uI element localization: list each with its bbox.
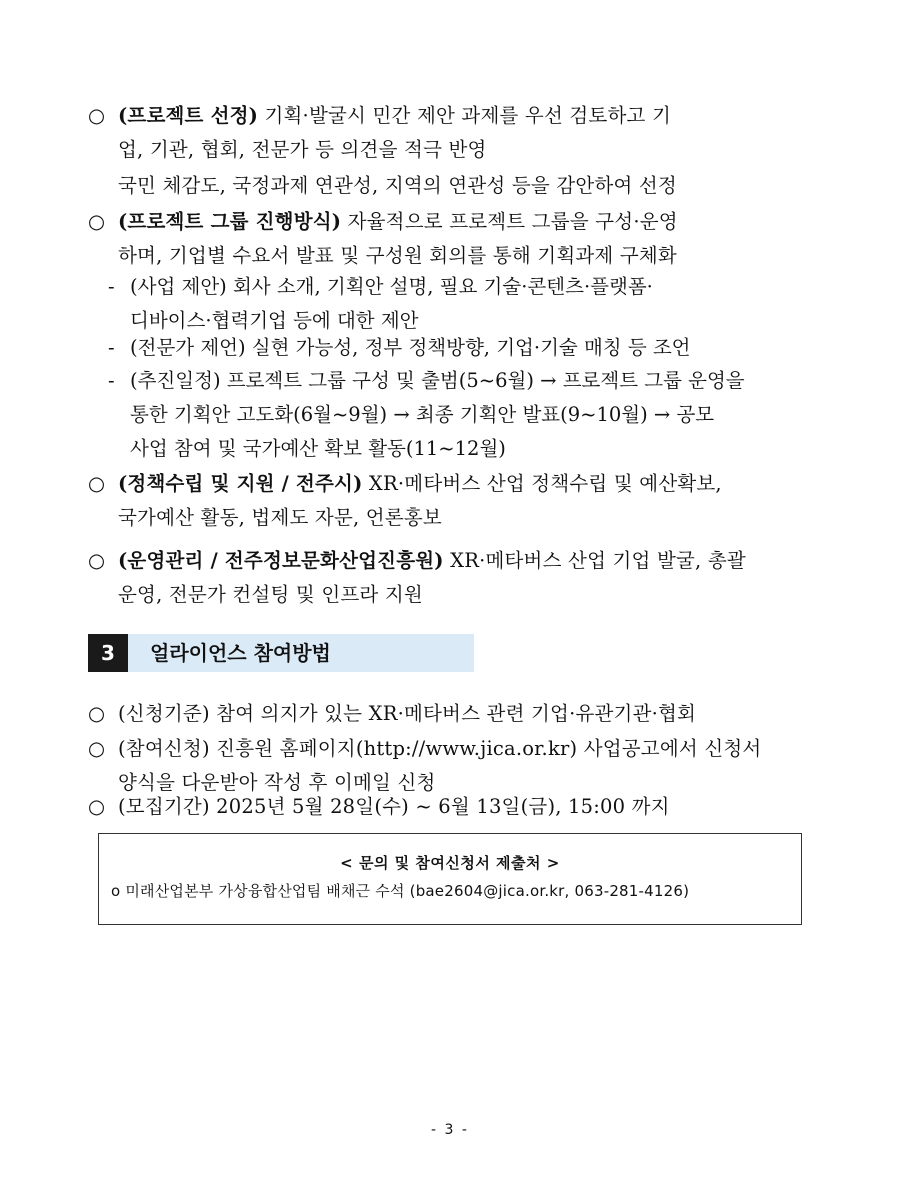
period-item — [88, 790, 818, 824]
project-group-line2: 하며, 기업별 수요서 발표 및 구성원 회의를 통해 기획과제 구체화 — [118, 244, 677, 267]
contact-box-title: < 문의 및 참여신청서 제출처 > — [340, 854, 560, 872]
bullet-marker: ○ — [88, 702, 106, 725]
sub-item-expert-advice — [108, 331, 820, 365]
project-group-item — [88, 205, 818, 273]
policy-support-lead: (정책수립 및 지원 / 전주시) — [118, 472, 363, 495]
sub-item-schedule — [108, 364, 820, 466]
project-selection-line1: 기획·발굴시 민간 제안 과제를 우선 검토하고 기 — [264, 104, 671, 127]
bullet-marker: ○ — [88, 549, 106, 572]
sub-item-line: 사업 참여 및 국가예산 확보 활동(11~12월) — [130, 437, 506, 460]
policy-support-item — [88, 467, 818, 535]
project-group-lead: (프로젝트 그룹 진행방식) — [118, 210, 342, 233]
dash-marker: - — [108, 369, 115, 392]
operation-lead: (운영관리 / 전주정보문화산업진흥원) — [118, 549, 444, 572]
bullet-marker: ○ — [88, 472, 106, 495]
sub-item-line: (사업 제안) 회사 소개, 기획안 설명, 필요 기술·콘텐츠·플랫폼· — [130, 275, 653, 298]
period-text: (모집기간) 2025년 5월 28일(수) ~ 6월 13일(금), 15:00 까지 — [118, 795, 670, 818]
bullet-marker: ○ — [88, 737, 106, 760]
dash-marker: - — [108, 275, 115, 298]
sub-item-line: 통한 기획안 고도화(6월~9월) → 최종 기획안 발표(9~10월) → 공모 — [130, 403, 715, 426]
bullet-marker: ○ — [88, 210, 106, 233]
operation-line1: XR·메타버스 산업 기업 발굴, 총괄 — [450, 549, 746, 572]
criteria-text: (신청기준) 참여 의지가 있는 XR·메타버스 관련 기업·유관기관·협회 — [118, 702, 697, 725]
operation-line2: 운영, 전문가 컨설팅 및 인프라 지원 — [118, 583, 423, 606]
project-selection-line3: 국민 체감도, 국정과제 연관성, 지역의 연관성 등을 감안하여 선정 — [118, 174, 677, 197]
page-number: - 3 - — [431, 1122, 469, 1138]
section-number: 3 — [88, 634, 128, 672]
policy-support-line2: 국가예산 활동, 법제도 자문, 언론홍보 — [118, 506, 442, 529]
project-selection-item — [88, 99, 818, 203]
bullet-marker: ○ — [88, 795, 106, 818]
application-line1: (참여신청) 진흥원 홈페이지(http://www.jica.or.kr) 사업공고에서 신청서 — [118, 737, 762, 760]
project-selection-lead: (프로젝트 선정) — [118, 104, 259, 127]
sub-item-line: (전문가 제언) 실현 가능성, 정부 정책방향, 기업·기술 매칭 등 조언 — [130, 336, 691, 359]
section-title: 얼라이언스 참여방법 — [150, 641, 331, 665]
sub-item-line: 디바이스·협력기업 등에 대한 제안 — [130, 309, 419, 332]
sub-item-line: (추진일정) 프로젝트 그룹 구성 및 출범(5~6월) → 프로젝트 그룹 운영을 — [130, 369, 745, 392]
section-header — [88, 634, 474, 672]
project-group-line1: 자율적으로 프로젝트 그룹을 구성·운영 — [347, 210, 678, 233]
sub-item-business-proposal — [108, 270, 820, 338]
application-line2: 양식을 다운받아 작성 후 이메일 신청 — [118, 771, 436, 794]
policy-support-line1: XR·메타버스 산업 정책수립 및 예산확보, — [368, 472, 722, 495]
bullet-marker: ○ — [88, 104, 106, 127]
contact-box — [98, 833, 802, 925]
project-selection-line2: 업, 기관, 협회, 전문가 등 의견을 적극 반영 — [118, 138, 487, 161]
dash-marker: - — [108, 336, 115, 359]
operation-item — [88, 544, 818, 612]
criteria-item — [88, 697, 818, 731]
contact-box-line: o 미래산업본부 가상융합산업팀 배채근 수석 (bae2604@jica.or.kr, 063-281-4126) — [111, 882, 690, 900]
